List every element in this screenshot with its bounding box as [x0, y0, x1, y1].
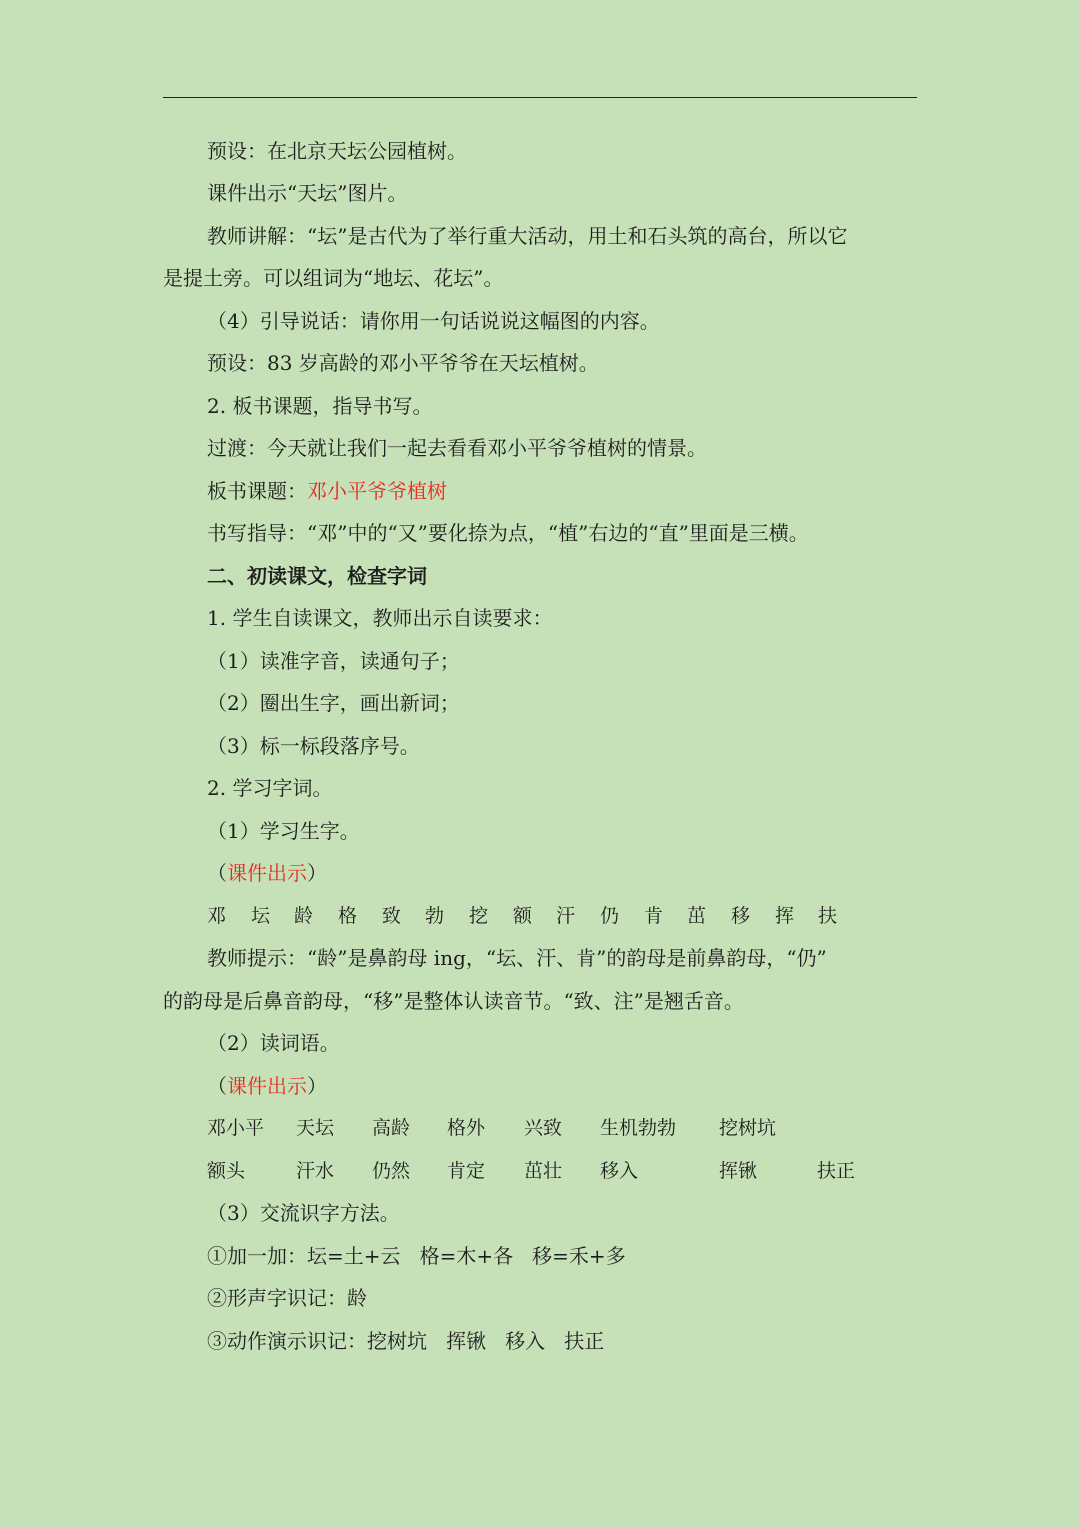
word: 生机勃勃	[600, 1117, 677, 1139]
section-heading: 二、初读课文，检查字词	[207, 564, 427, 588]
word: 挖树坑	[719, 1117, 777, 1139]
word: 高龄	[372, 1117, 411, 1139]
character: 扶	[818, 905, 838, 927]
character: 挥	[775, 905, 795, 927]
header-rule	[163, 97, 917, 98]
board-title-text: 邓小平爷爷植树	[307, 479, 447, 503]
word: 仍然	[372, 1160, 411, 1182]
character: 格	[338, 905, 358, 927]
character: 勃	[425, 905, 445, 927]
word: 额头	[207, 1160, 246, 1182]
word: 格外	[447, 1117, 486, 1139]
word: 汗水	[296, 1160, 335, 1182]
paren-close: ）	[307, 1074, 327, 1098]
character: 汗	[556, 905, 576, 927]
character: 移	[731, 905, 751, 927]
text-line: ③动作演示识记：挖树坑 挥锹 移入 扶正	[207, 1329, 605, 1353]
paren-open: （	[207, 861, 227, 885]
text-line: 2. 板书课题，指导书写。	[207, 394, 433, 418]
text-line: 预设：83 岁高龄的邓小平爷爷在天坛植树。	[207, 351, 599, 375]
word: 挥锹	[719, 1160, 758, 1182]
text-line: 过渡：今天就让我们一起去看看邓小平爷爷植树的情景。	[207, 436, 707, 460]
text-line: （2）读词语。	[207, 1031, 340, 1055]
word: 茁壮	[524, 1160, 563, 1182]
courseware-label	[207, 852, 327, 894]
character: 坛	[251, 905, 271, 927]
text-line: （1）学习生字。	[207, 819, 360, 843]
text-line: （4）引导说话：请你用一句话说说这幅图的内容。	[207, 309, 660, 333]
text-line: ①加一加：坛=土+云 格=木+各 移=禾+多	[207, 1244, 626, 1268]
word: 邓小平	[207, 1117, 265, 1139]
text-line: 1. 学生自读课文，教师出示自读要求：	[207, 606, 553, 630]
character: 龄	[294, 905, 314, 927]
word: 天坛	[296, 1117, 335, 1139]
word: 兴致	[524, 1117, 563, 1139]
character: 额	[513, 905, 533, 927]
text-line: 教师提示：“龄”是鼻韵母 ing，“坛、汗、肯”的韵母是前鼻韵母，“仍”	[207, 946, 827, 970]
text-line: 的韵母是后鼻音韵母，“移”是整体认读音节。“致、注”是翘舌音。	[163, 989, 744, 1013]
text-line: （2）圈出生字，画出新词；	[207, 691, 460, 715]
board-title-prefix: 板书课题：	[207, 479, 307, 503]
text-line: 教师讲解：“坛”是古代为了举行重大活动，用土和石头筑的高台，所以它	[207, 224, 848, 248]
board-title-line	[207, 470, 447, 512]
text-line: 预设：在北京天坛公园植树。	[207, 139, 467, 163]
text-line: ②形声字识记：龄	[207, 1286, 367, 1310]
text-line: 课件出示“天坛”图片。	[207, 181, 408, 205]
text-line: 是提土旁。可以组词为“地坛、花坛”。	[163, 266, 504, 290]
paren-open: （	[207, 1074, 227, 1098]
paren-close: ）	[307, 861, 327, 885]
text-line: 书写指导：“邓”中的“又”要化捺为点，“植”右边的“直”里面是三横。	[207, 521, 809, 545]
character: 邓	[207, 905, 227, 927]
character: 挖	[469, 905, 489, 927]
text-line: （3）标一标段落序号。	[207, 734, 420, 758]
courseware-text: 课件出示	[227, 861, 307, 885]
character: 致	[382, 905, 402, 927]
word: 肯定	[447, 1160, 486, 1182]
word: 移入	[600, 1160, 639, 1182]
character: 茁	[687, 905, 707, 927]
character: 仍	[600, 905, 620, 927]
courseware-label	[207, 1065, 327, 1107]
text-line: 2. 学习字词。	[207, 776, 333, 800]
text-line: （1）读准字音，读通句子；	[207, 649, 460, 673]
word: 扶正	[817, 1160, 856, 1182]
text-line: （3）交流识字方法。	[207, 1201, 400, 1225]
courseware-text: 课件出示	[227, 1074, 307, 1098]
character: 肯	[644, 905, 664, 927]
